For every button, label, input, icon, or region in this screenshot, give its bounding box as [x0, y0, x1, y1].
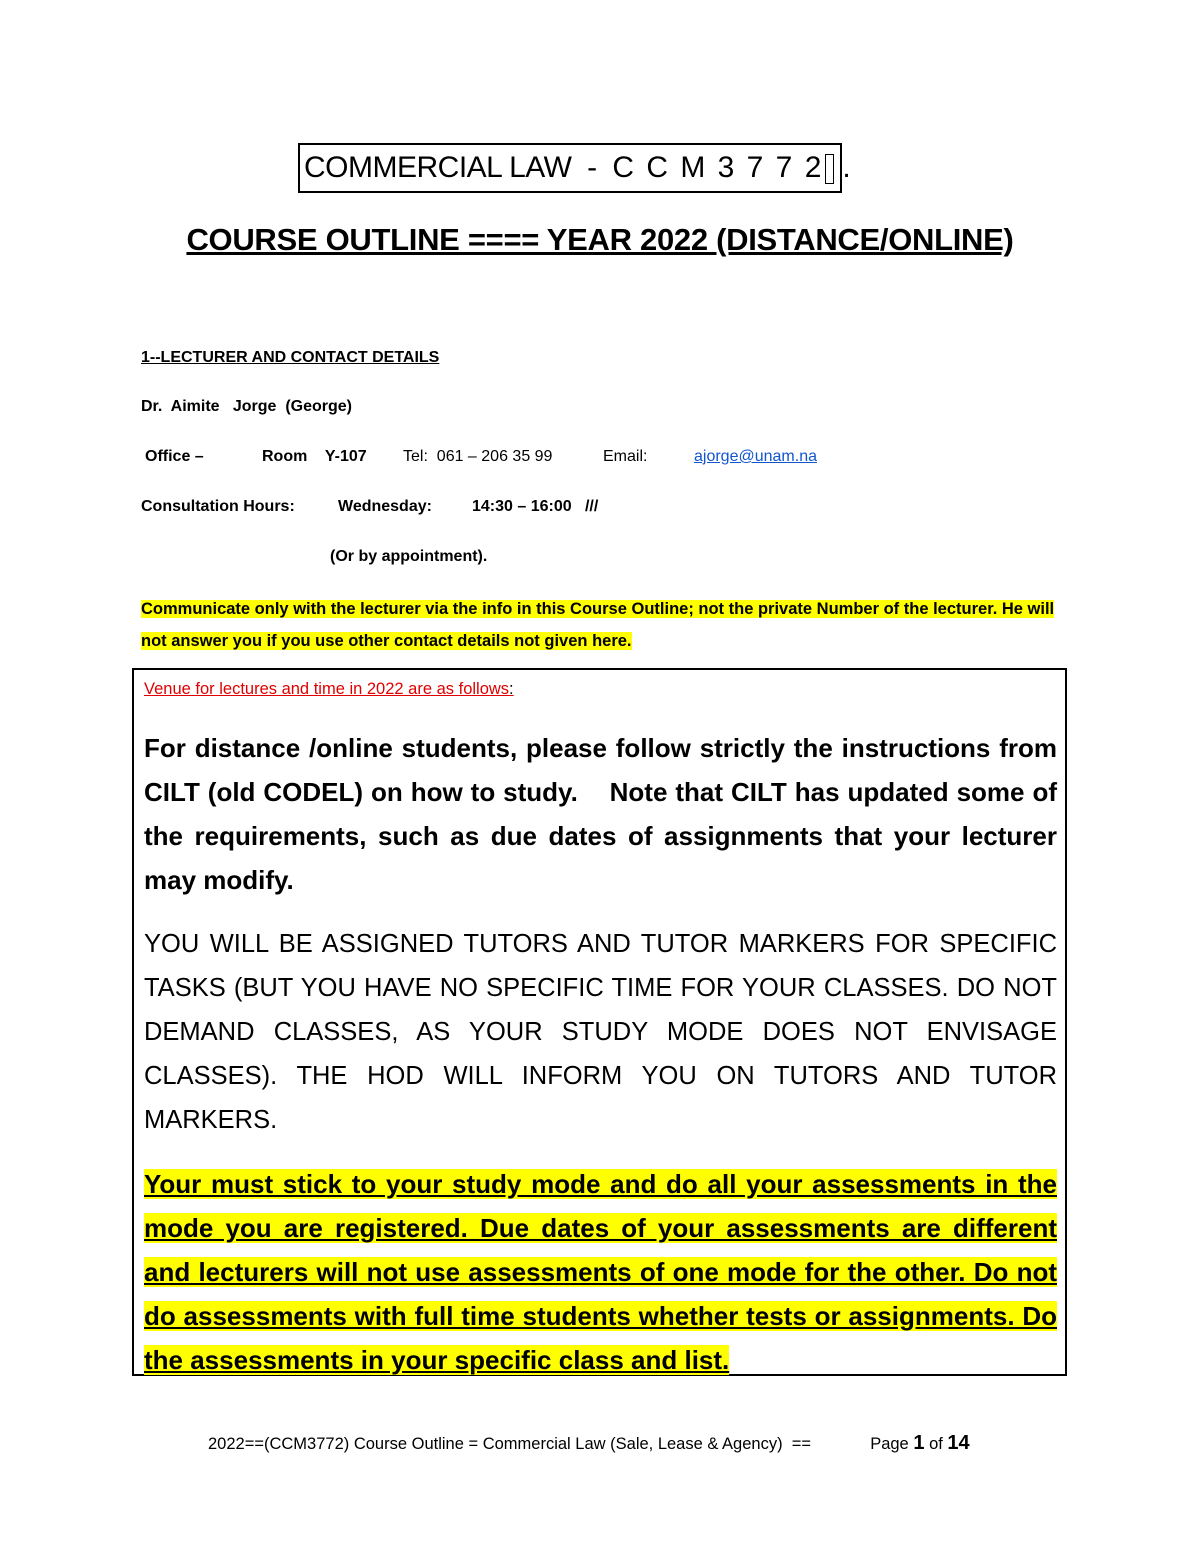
email-link[interactable]: ajorge@unam.na — [694, 448, 817, 465]
venue-paragraph-tutors: YOU WILL BE ASSIGNED TUTORS AND TUTOR MARKERS FOR SPECIFIC TASKS (BUT YOU HAVE NO SPECIFIC TIME FOR YOUR CLASSES. DO NOT DEMAND CLASSES, AS YOUR STUDY MODE DOES NOT ENVISAGE CLASSES). THE HOD WILL INFORM YOU ON TUTORS AND TUTOR MARKERS. — [144, 930, 1057, 1134]
course-title-box — [298, 143, 842, 193]
consultation-day: Wednesday: — [338, 498, 432, 515]
venue-title-text: Venue for lectures and time in 2022 are as follows — [144, 680, 510, 698]
missing-glyph-mark — [825, 154, 834, 184]
office-room: Room Y-107 — [262, 448, 367, 465]
consultation-time: 14:30 – 16:00 /// — [472, 498, 599, 515]
contact-notice-text: Communicate only with the lecturer via the info in this Course Outline; not the private Number of the lecturer. He will not answer you if you use other contact details not given here. — [141, 600, 1055, 650]
email-label: Email: — [603, 448, 648, 465]
venue-title-colon: : — [509, 680, 514, 698]
page-number: 1 — [913, 1432, 925, 1454]
of-label: of — [929, 1435, 943, 1453]
course-title — [298, 143, 851, 191]
office-label: Office – — [145, 448, 204, 465]
office-tel: Tel: 061 – 206 35 99 — [403, 448, 553, 465]
page-footer — [208, 1432, 970, 1455]
venue-box — [132, 668, 1067, 1376]
contact-notice — [141, 593, 1061, 657]
venue-paragraph-instructions: For distance /online students, please follow strictly the instructions from CILT (old CODEL) on how to study. Note that CILT has updated some of the requirements, such as due dates of assignments that your lecturer may modify. — [144, 733, 1065, 895]
course-code: C C M 3 7 7 2 — [612, 151, 824, 184]
course-title-prefix: COMMERCIAL LAW - — [304, 151, 613, 184]
footer-text: 2022==(CCM3772) Course Outline = Commercial Law (Sale, Lease & Agency) == — [208, 1435, 812, 1453]
consultation-label: Consultation Hours: — [141, 498, 295, 515]
lecturer-name: Dr. Aimite Jorge (George) — [141, 398, 353, 415]
page-total: 14 — [947, 1432, 970, 1454]
section-heading: 1--LECTURER AND CONTACT DETAILS — [141, 349, 440, 366]
page-subtitle: COURSE OUTLINE ==== YEAR 2022 (DISTANCE/ONLINE) — [186, 222, 1014, 257]
venue-title — [144, 680, 514, 699]
title-trailing-dot: . — [842, 151, 851, 184]
appointment-note: (Or by appointment). — [330, 548, 488, 565]
venue-paragraph-study-mode — [144, 1162, 1057, 1382]
page-label: Page — [870, 1435, 909, 1453]
study-mode-text: Your must stick to your study mode and do all your assessments in the mode you are registered. Due dates of your assessments are different and lecturers will not use assessments of one mode for the other. Do not do assessments with full time students whether tests or assignments. Do the assessments in your specific class and list. — [144, 1169, 1057, 1375]
